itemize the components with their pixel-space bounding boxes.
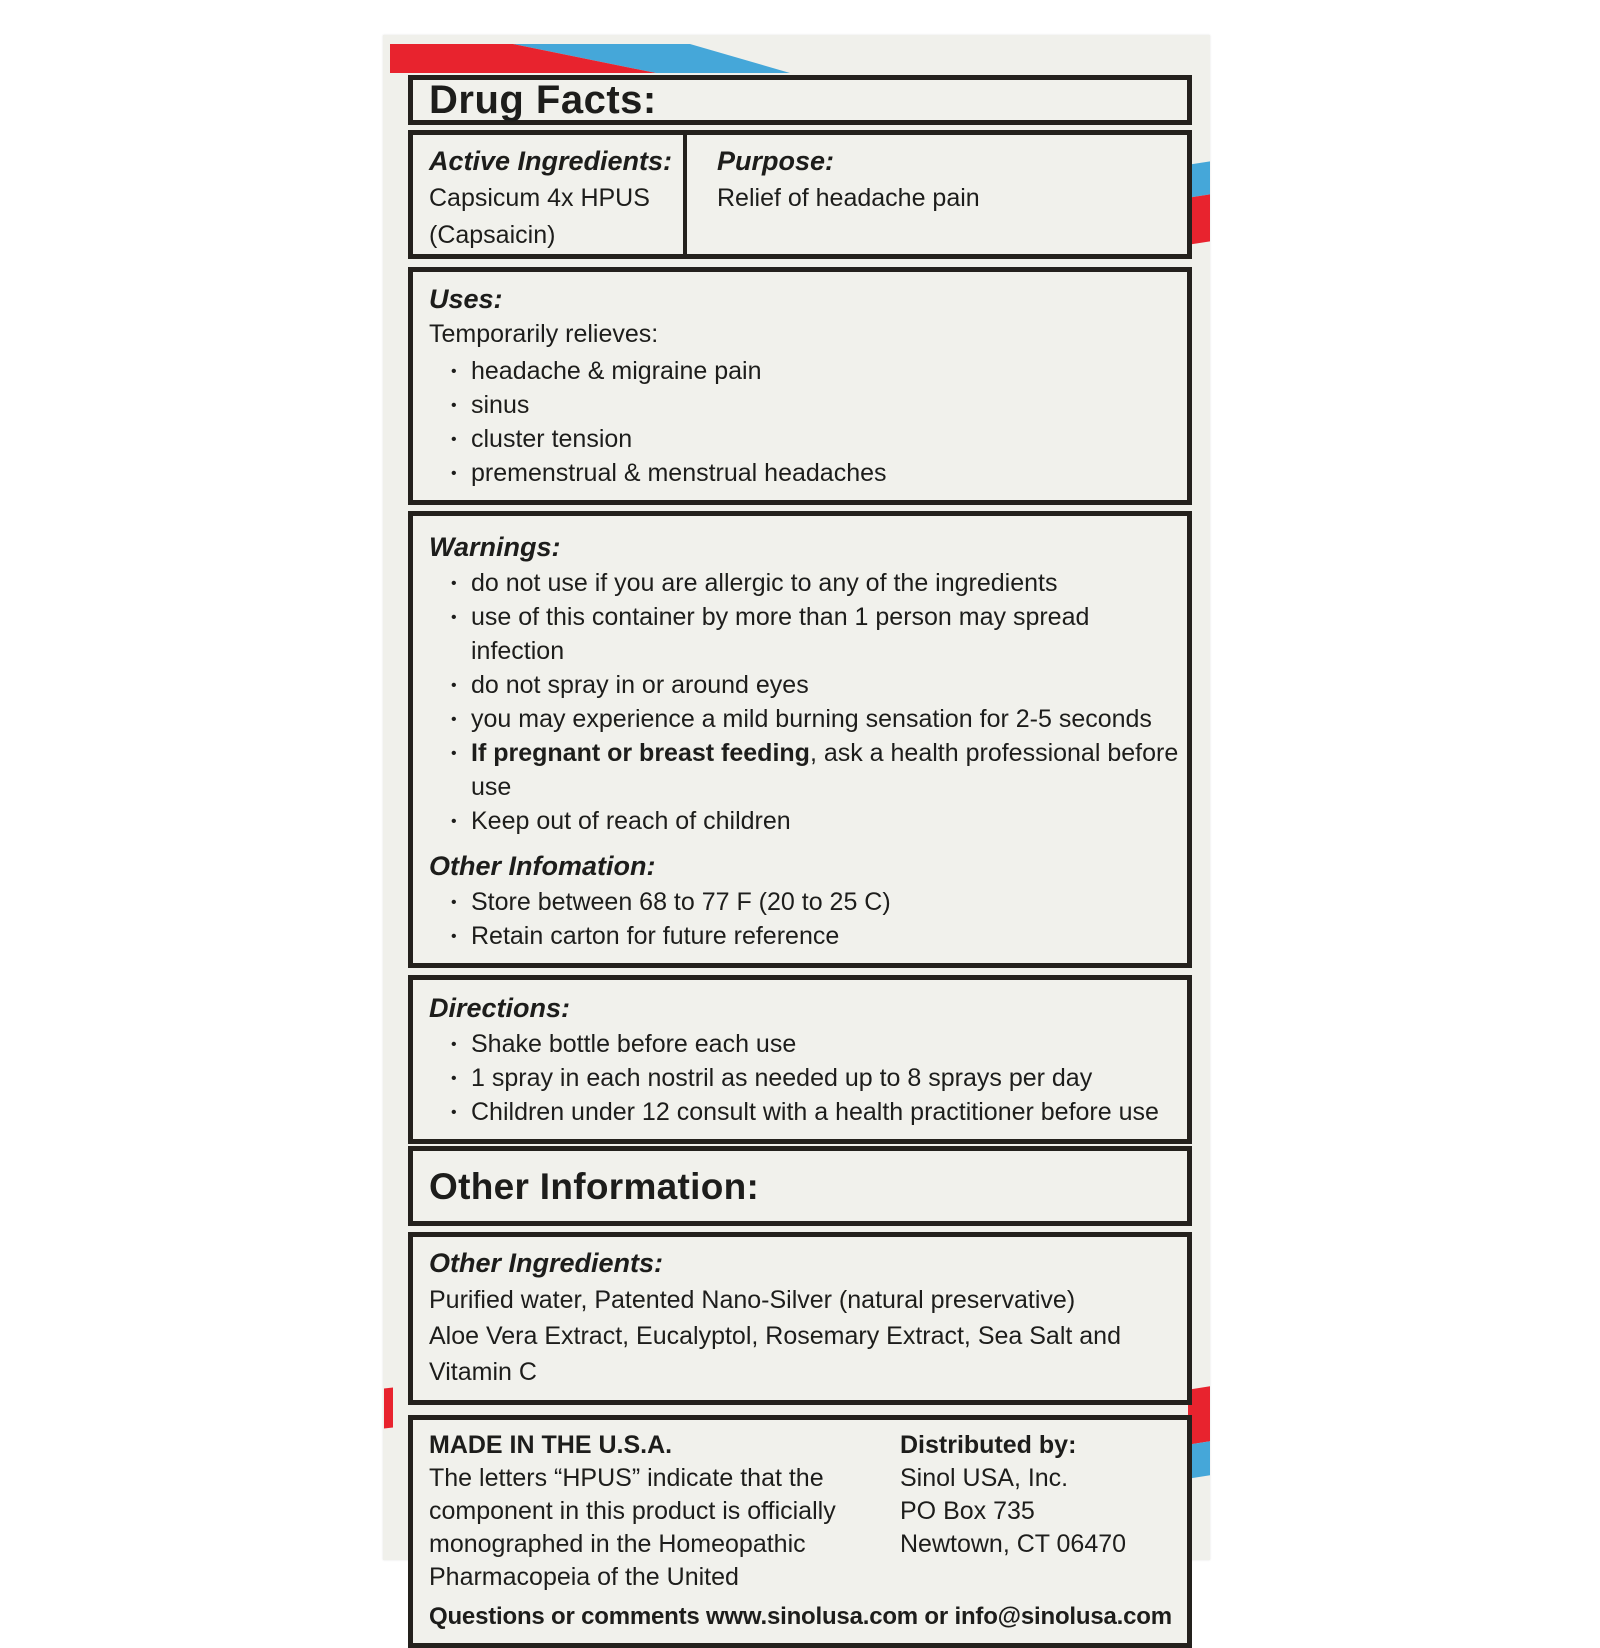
active-ingredient-alt-name: (Capsaicin) [429, 221, 556, 249]
list-item: • you may experience a mild burning sensation for 2-5 seconds [429, 702, 1179, 736]
pregnant-warning-bold: If pregnant or breast feeding [471, 739, 810, 767]
purpose-text: Relief of headache pain [717, 184, 980, 212]
hpus-note-line: Pharmacopeia of the United [429, 1563, 739, 1591]
uses-intro: Temporarily relieves: [429, 320, 659, 348]
other-ingredients-line: Vitamin C [429, 1358, 537, 1386]
list-item: • headache & migraine pain [429, 354, 1175, 388]
directions-box [408, 975, 1192, 1144]
active-ingredients-heading: Active Ingredients: [429, 146, 673, 176]
manufacturer-columns [429, 1429, 1177, 1594]
other-ingredients-line: Aloe Vera Extract, Eucalyptol, Rosemary Extract, Sea Salt and [429, 1322, 1121, 1350]
warnings-box [408, 511, 1192, 968]
uses-heading: Uses: [429, 284, 503, 314]
list-item: • do not use if you are allergic to any of the ingredients [429, 566, 1179, 600]
list-item: • 1 spray in each nostril as needed up to 8 sprays per day [429, 1061, 1179, 1095]
label-sections [408, 75, 1192, 1648]
drug-facts-title: Drug Facts: [429, 77, 657, 122]
top-corner-stripes [383, 35, 813, 80]
purpose-heading: Purpose: [717, 146, 835, 176]
hpus-note-line: component in this product is officially [429, 1497, 836, 1525]
warnings-list [429, 566, 1179, 838]
drug-facts-header-box [408, 75, 1192, 125]
list-item: • Children under 12 consult with a health practitioner before use [429, 1095, 1179, 1129]
list-item [429, 736, 1179, 804]
distributed-by-column [900, 1429, 1177, 1594]
distributor-po-box: PO Box 735 [900, 1497, 1035, 1525]
left-edge-red-sliver [384, 1388, 393, 1429]
directions-heading: Directions: [429, 993, 571, 1023]
list-item: • Keep out of reach of children [429, 804, 1179, 838]
active-ingredient-name: Capsicum 4x HPUS [429, 184, 650, 212]
distributed-by-heading: Distributed by: [900, 1431, 1077, 1459]
other-infomation-list [429, 885, 1179, 953]
distributor-city-state-zip: Newtown, CT 06470 [900, 1530, 1127, 1558]
other-ingredients-line: Purified water, Patented Nano-Silver (natural preservative) [429, 1286, 1076, 1314]
purpose-column [687, 135, 1187, 254]
other-information-header-box [408, 1146, 1192, 1226]
hpus-note-line: monographed in the Homeopathic [429, 1530, 806, 1558]
other-information-title: Other Information: [429, 1165, 760, 1207]
right-accent-blue-block [1189, 161, 1210, 197]
list-item: • Store between 68 to 77 F (20 to 25 C) [429, 885, 1179, 919]
list-item: • sinus [429, 388, 1175, 422]
other-ingredients-box [408, 1232, 1192, 1405]
made-in-usa-column [429, 1429, 900, 1594]
uses-list [429, 354, 1175, 490]
manufacturer-box [408, 1415, 1192, 1648]
list-item: • do not spray in or around eyes [429, 668, 1179, 702]
questions-contact-line: Questions or comments www.sinolusa.com or info@sinolusa.com [429, 1603, 1172, 1630]
warnings-heading: Warnings: [429, 532, 561, 562]
list-item: • Shake bottle before each use [429, 1027, 1179, 1061]
uses-box [408, 267, 1192, 505]
active-ingredients-purpose-box [408, 130, 1192, 259]
other-infomation-heading: Other Infomation: [429, 851, 656, 881]
hpus-note-line: The letters “HPUS” indicate that the [429, 1464, 824, 1492]
pregnant-warning-rest: , ask a health professional before use [471, 739, 1179, 801]
directions-list [429, 1027, 1179, 1129]
other-ingredients-heading: Other Ingredients: [429, 1248, 664, 1278]
made-in-usa-text: MADE IN THE U.S.A. [429, 1431, 673, 1459]
right-edge-accent-top [1189, 161, 1210, 244]
other-infomation-subsection [429, 851, 1179, 953]
list-item: • use of this container by more than 1 person may spread infection [429, 600, 1179, 668]
right-accent-red-block [1189, 194, 1210, 244]
list-item: • cluster tension [429, 422, 1175, 456]
list-item: • premenstrual & menstrual headaches [429, 456, 1175, 490]
drug-facts-label-card [383, 35, 1210, 1630]
list-item: • Retain carton for future reference [429, 919, 1179, 953]
distributor-name: Sinol USA, Inc. [900, 1464, 1069, 1492]
active-ingredients-column [413, 135, 687, 254]
